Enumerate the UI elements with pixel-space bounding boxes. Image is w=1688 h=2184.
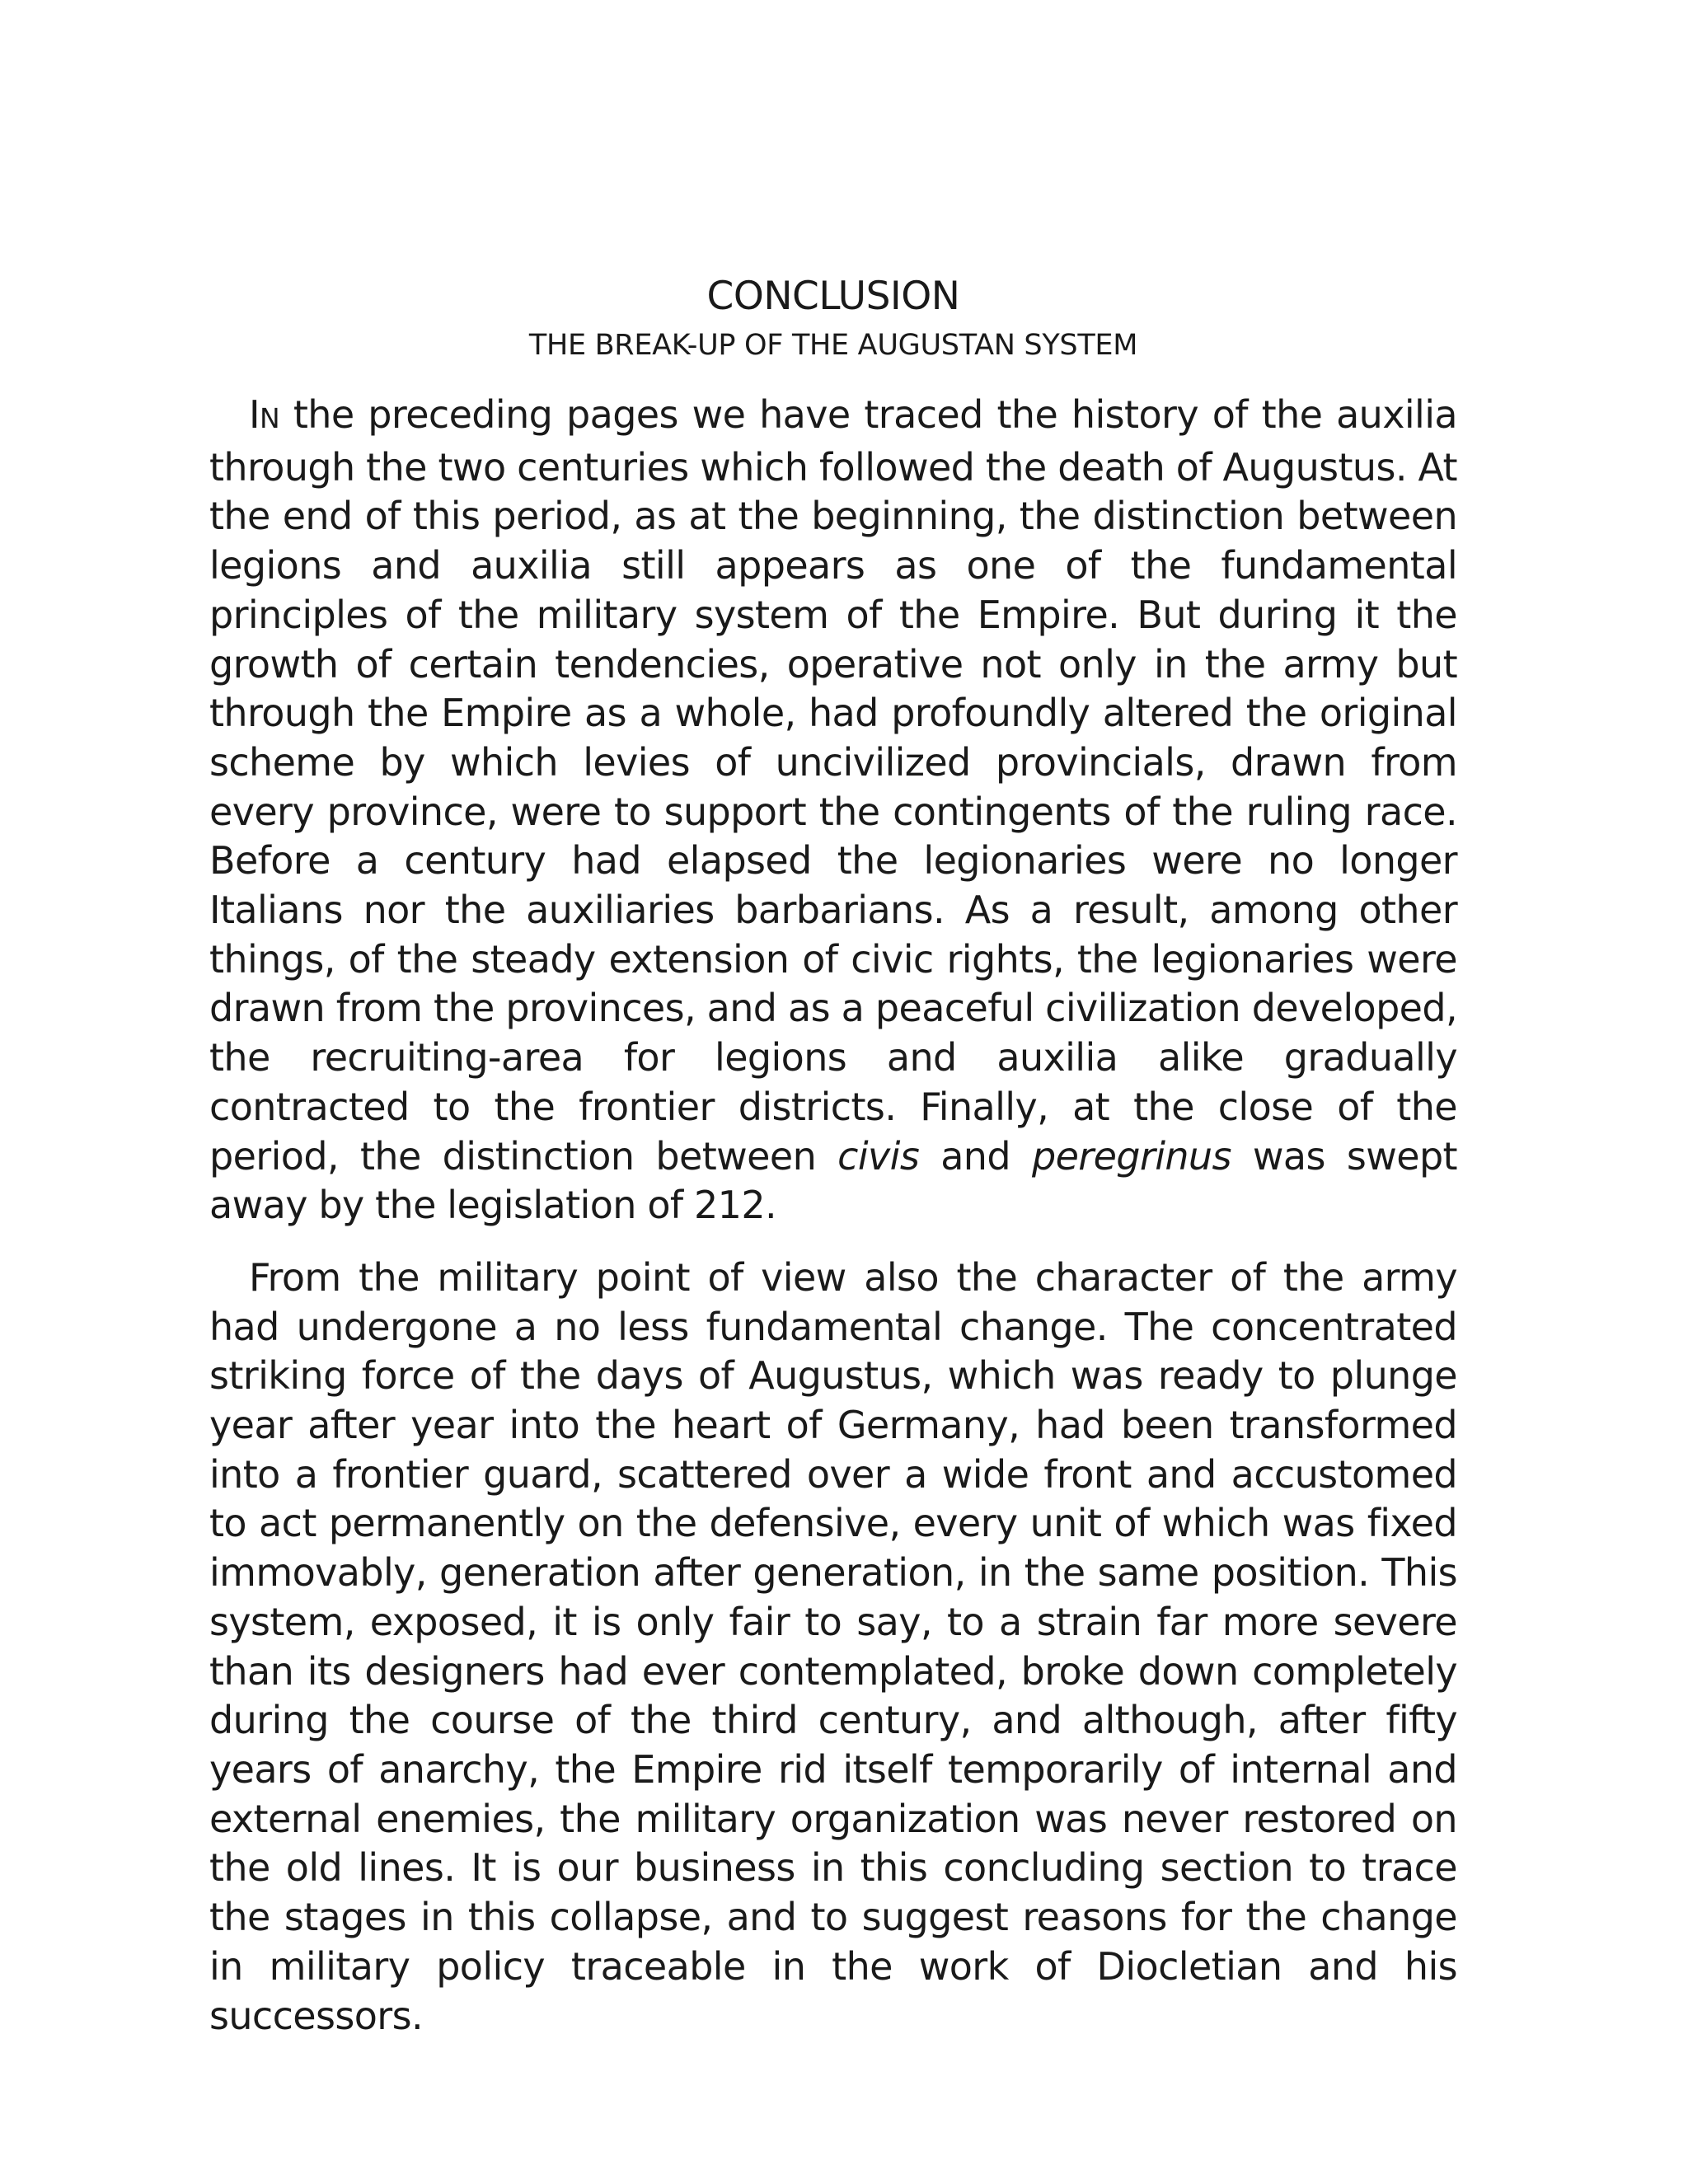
chapter-title: CONCLUSION bbox=[706, 274, 960, 319]
paragraph-1-text-b: and bbox=[919, 1133, 1032, 1179]
italic-term-civis: civis bbox=[837, 1133, 920, 1179]
italic-term-peregrinus: peregrinus bbox=[1031, 1133, 1231, 1179]
dropcap-small-caps: N bbox=[259, 402, 280, 434]
chapter-subtitle: THE BREAK-UP OF THE AUGUSTAN SYSTEM bbox=[528, 329, 1138, 362]
dropcap-first-letter: I bbox=[249, 392, 260, 437]
paragraph-1 bbox=[209, 391, 1457, 1230]
paragraph-2: From the military point of view also the character of the army had undergone a no less fundamental change. The concentrated striking force of the days of Augustus, which was ready to plunge year after year into the heart of Germany, had been transformed into a frontier guard, scattered over a wide front and accustomed to act permanently on the defensive, every unit of which was fixed immovably, generation after generation, in the same position. This system, exposed, it is only fair to say, to a strain far more severe than its designers had ever contemplated, broke down completely during the course of the third century, and although, after fifty years of anarchy, the Empire rid itself temporarily of internal and external enemies, the military organization was never restored on the old lines. It is our business in this concluding section to trace the stages in this collapse, and to suggest reasons for the change in military policy traceable in the work of Diocletian and his successors. bbox=[209, 1254, 1457, 2038]
paragraph-1-text-c: was swept away by the legislation of 212. bbox=[209, 1133, 1457, 1228]
document-page bbox=[209, 272, 1457, 2064]
paragraph-1-text-a: the preceding pages we have traced the history of the auxilia through the two centuries which followed the death of Augustus. At the end of this period, as at the beginning, the distinction between legions and auxilia still appears as one of the fundamental principles of the military system of the Empire. But during it the growth of certain tendencies, operative not only in the army but through the Empire as a whole, had profoundly altered the original scheme by which levies of uncivilized provincials, drawn from every province, were to support the contingents of the ruling race. Before a century had elapsed the legionaries were no longer Italians nor the auxiliaries barbarians. As a result, among other things, of the steady extension of civic rights, the legionaries were drawn from the provinces, and as a peaceful civilization developed, the recruiting-area for legions and auxilia alike gradually contracted to the frontier districts. Finally, at the close of the period, the distinction between bbox=[209, 392, 1457, 1179]
